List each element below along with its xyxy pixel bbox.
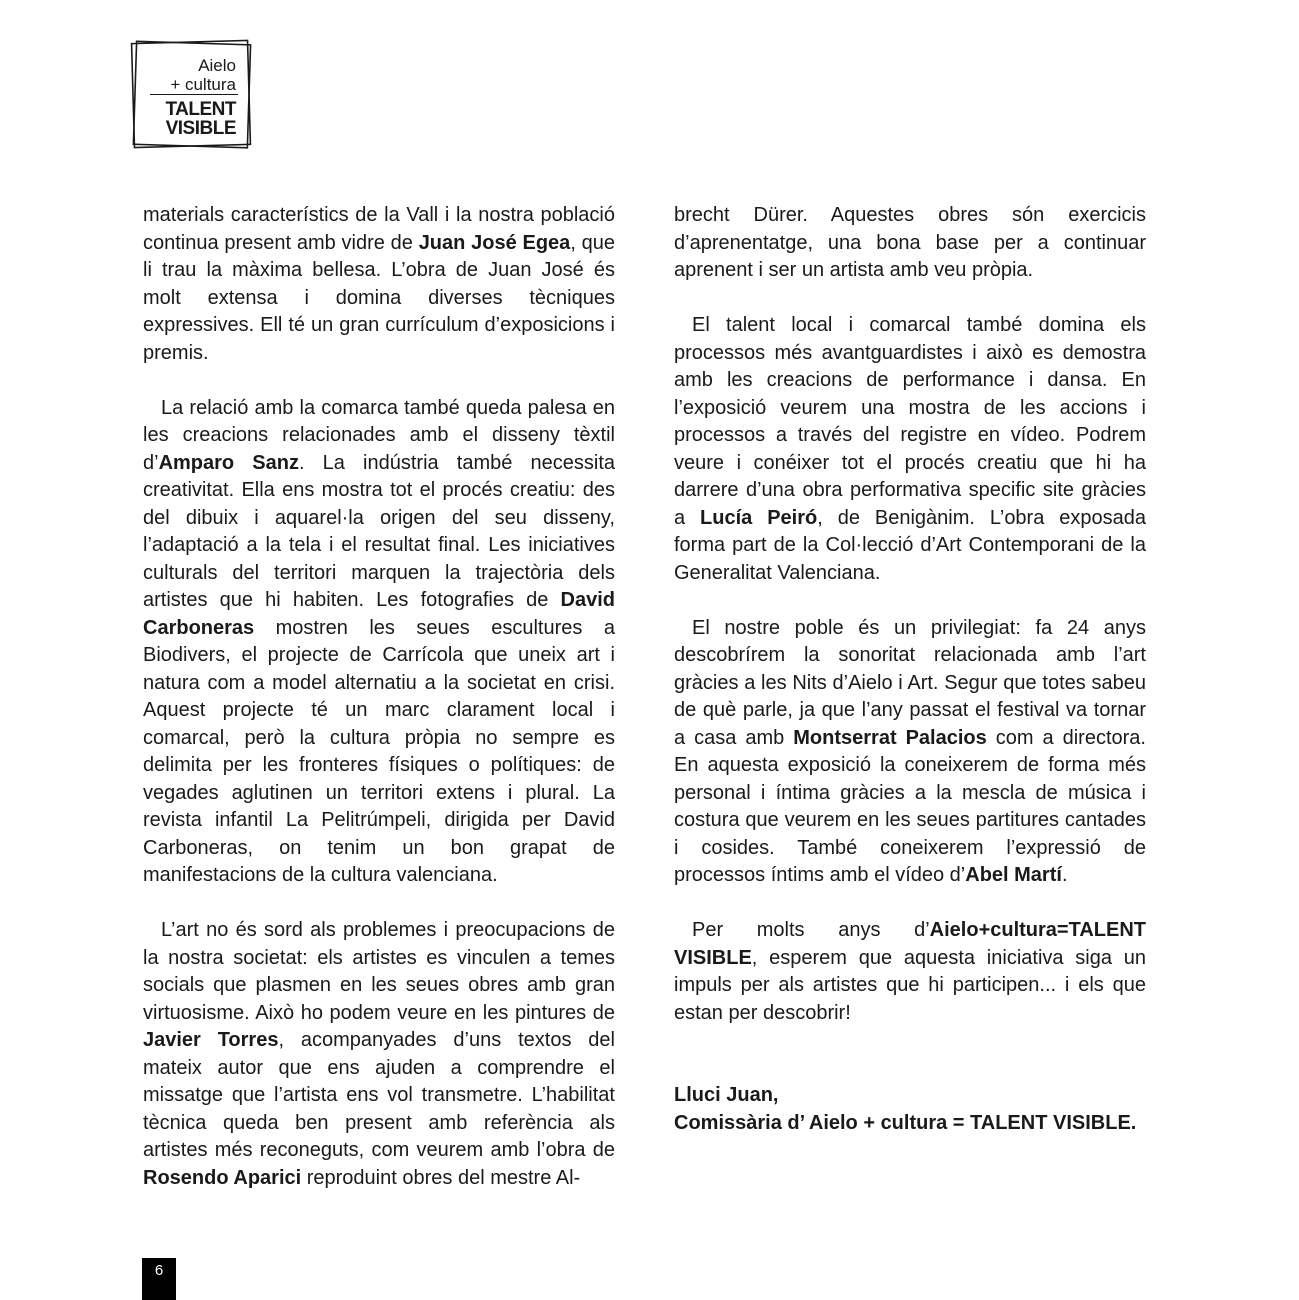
logo-talent: TALENT [165,99,236,120]
signature [674,1082,1146,1137]
signature-name: Lluci Juan, [674,1084,779,1106]
artist-name: Montserrat Palacios [793,726,987,749]
artist-name: David Carboneras [143,589,615,639]
artist-name: Lucía Peiró [700,506,818,529]
artist-name: Rosendo Aparici [143,1166,302,1189]
right-paragraph-1: brecht Dürer. Aquestes obres són exercicis d’aprenentatge, una bona base per a continuar aprenent i ser un artista amb veu pròpia. [674,204,1146,281]
artist-name: Juan José Egea [418,231,571,254]
signature-role: Comissària d’ Aielo + cultura = TALENT VISIBLE. [674,1111,1137,1134]
left-paragraph-2: La relació amb la comarca també queda palesa en les creacions relacionades amb el disseny tèxtil d’Amparo Sanz. La indústria també necessita creativitat. Ella ens mostra tot el procés creatiu: des del dibuix i aquarel·la origen del seu disseny, l’adaptació a la tela i el resultat final. Les iniciatives culturals del territori marquen la trajectòria dels artistes que hi habiten. Les fotografies de David Carboneras mostren les seues escultures a Biodivers, el projecte de Carrícola que uneix art i natura com a model alternatiu a la societat en crisi. Aquest projecte té un marc clarament local i comarcal, però la cultura pròpia no sempre es delimita per les fronteres físiques o polítiques: de vegades aglutinen un territori extens i plural. La revista infantil La Pelitrúmpeli, dirigida per David Carboneras, on tenim un bon grapat de manifestacions de la cultura valenciana. [143,396,615,886]
logo-aielo: Aielo [198,56,236,75]
logo-cultura: + cultura [170,75,236,94]
right-column [674,202,1146,1165]
project-name: Aielo+cultura=TALENT VISIBLE [674,919,1146,969]
logo [130,38,254,150]
right-paragraph-3: El nostre poble és un privilegiat: fa 24 anys descobrírem la sonoritat relacionada amb l’art gràcies a les Nits d’Aielo i Art. Segur que totes sabeu de què parle, ja que l’any passat el festival va tornar a casa amb Montserrat Palacios com a directora. En aquesta exposició la coneixerem de forma més personal i íntima gràcies a la mescla de música i costura que veurem en les seues partitures cantades i cosides. També coneixerem l’expressió de processos íntims amb el vídeo d’Abel Martí. [674,616,1146,886]
artist-name: Abel Martí [965,864,1062,886]
right-paragraph-2: El talent local i comarcal també domina els processos més avantguardistes i això es demostra amb les creacions de performance i dansa. En l’exposició veurem una mostra de les accions i processos a través del registre en vídeo. Podrem veure i conéixer tot el procés creatiu que hi ha darrere d’una obra performativa specific site gràcies a Lucía Peiró, de Benigànim. L’obra exposada forma part de la Col·lecció d’Art Contemporani de la Generalitat Valenciana. [674,314,1147,584]
logo-visible: VISIBLE [165,118,236,139]
left-paragraph-3: L’art no és sord als problemes i preocupacions de la nostra societat: els artistes es vinculen a temes socials que plasmen en les seues obres amb gran virtuosisme. Això ho podem veure en les pintures de Javier Torres, acompanyades d’uns textos del mateix autor que ens ajuden a comprendre el missatge que l’artista ens vol transmetre. L’habilitat tècnica queda ben present amb referència als artistes més reconeguts, com veurem amb l’obra de Rosendo Aparici reproduint obres del mestre Al- [143,919,615,1189]
logo-rule [150,94,238,95]
artist-name: Amparo Sanz [158,451,299,474]
page-number: 6 [142,1258,176,1300]
artist-name: Javier Torres [143,1029,279,1051]
left-paragraph-1: materials característics de la Vall i la nostra població continua present amb vidre de Juan José Egea, que li trau la màxima bellesa. L’obra de Juan José és molt extensa i domina diverses tècniques expressives. Ell té un gran currículum d’exposicions i premis. [143,204,616,364]
left-column [143,202,615,1220]
right-paragraph-4: Per molts anys d’Aielo+cultura=TALENT VISIBLE, esperem que aquesta iniciativa siga un impuls per als artistes que hi participen... i els que estan per descobrir! [674,919,1146,1024]
